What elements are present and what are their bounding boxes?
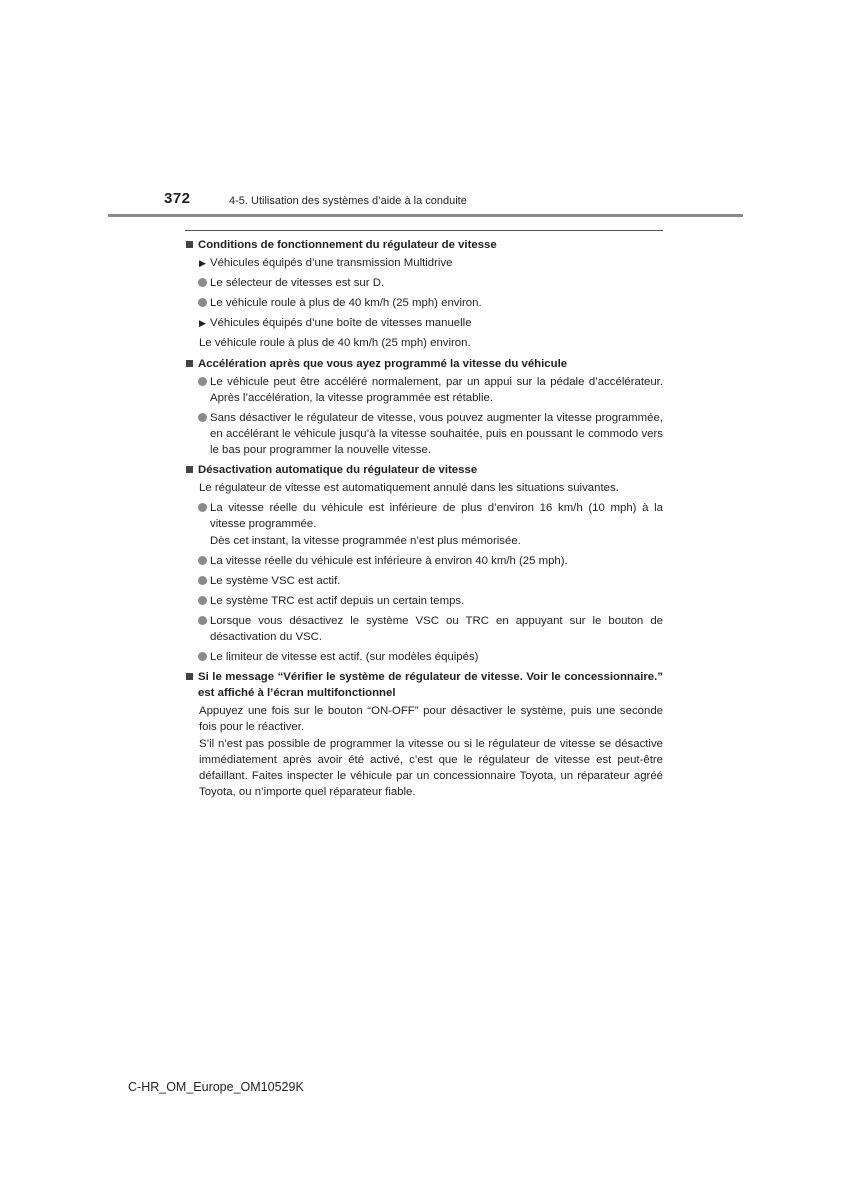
bullet-text: La vitesse réelle du véhicule est inférieure à environ 40 km/h (25 mph).: [210, 554, 568, 567]
bullet-item: [186, 374, 663, 406]
sub-heading-text: Véhicules équipés d’une transmission Multidrive: [210, 257, 453, 270]
circle-bullet-icon: [198, 596, 207, 605]
content-top-rule: [185, 230, 663, 231]
bullet-continuation-text: Dès cet instant, la vitesse programmée n’est plus mémorisée.: [210, 534, 521, 547]
section-heading-text: Si le message “Vérifier le système de régulateur de vitesse. Voir le concessionnaire.” est affiché à l’écran multifonctionnel: [198, 671, 663, 700]
section-heading-text: Accélération après que vous ayez programmé la vitesse du véhicule: [198, 357, 568, 370]
circle-bullet-icon: [198, 298, 207, 307]
circle-bullet-icon: [198, 556, 207, 565]
paragraph: Appuyez une fois sur le bouton “ON-OFF” pour désactiver le système, puis une seconde fois pour le réactiver.: [199, 705, 663, 734]
bullet-item: [186, 410, 663, 458]
bullet-item: [186, 593, 663, 609]
page-number: 372: [164, 190, 191, 207]
bullet-text: Le limiteur de vitesse est actif. (sur modèles équipés): [210, 651, 479, 664]
bullet-text: Le sélecteur de vitesses est sur D.: [210, 277, 385, 290]
footer-document-code: C-HR_OM_Europe_OM10529K: [128, 1080, 304, 1094]
bullet-text: Lorsque vous désactivez le système VSC ou TRC en appuyant sur le bouton de désactivation du VSC.: [210, 614, 663, 643]
circle-bullet-icon: [198, 413, 207, 422]
bullet-item: [186, 275, 663, 291]
circle-bullet-icon: [198, 616, 207, 625]
bullet-item: [186, 649, 663, 665]
bullet-text: Le véhicule peut être accéléré normalement, par un appui sur la pédale d’accélérateur. Après l’accélération, la vitesse programmée est rétablie.: [210, 375, 663, 404]
section-operating-conditions: [186, 237, 663, 352]
section-acceleration: [186, 356, 663, 459]
content: [186, 237, 663, 804]
square-bullet-icon: [186, 673, 193, 680]
circle-bullet-icon: [198, 503, 207, 512]
section-heading-text: Conditions de fonctionnement du régulateur de vitesse: [198, 239, 497, 251]
paragraph: Le régulateur de vitesse est automatiquement annulé dans les situations suivantes.: [199, 482, 619, 495]
square-bullet-icon: [186, 360, 193, 367]
sub-heading: [186, 315, 663, 331]
bullet-text: Sans désactiver le régulateur de vitesse, vous pouvez augmenter la vitesse programmée, en accélérant le véhicule jusqu’à la vitesse souhaitée, puis en poussant le commodo vers le bas pour programmer la nouvelle vitesse.: [210, 411, 663, 457]
circle-bullet-icon: [198, 377, 207, 386]
bullet-text: Le véhicule roule à plus de 40 km/h (25 mph) environ.: [210, 297, 482, 310]
section-heading: [186, 237, 663, 253]
paragraph: S’il n’est pas possible de programmer la vitesse ou si le régulateur de vitesse se désactive immédiatement après avoir été activé, c’est que le régulateur de vitesse est peut-être défaillant. Faites inspecter le véhicule par un concessionnaire Toyota, un réparateur agréé Toyota, ou n’importe quel réparateur fiable.: [199, 737, 663, 798]
section-automatic-cancel: [186, 462, 663, 665]
bullet-item: [186, 295, 663, 311]
bullet-item: [186, 613, 663, 645]
bullet-item: [186, 500, 663, 548]
section-title: 4-5. Utilisation des systèmes d’aide à la conduite: [229, 195, 467, 207]
header-rule: [108, 214, 743, 217]
bullet-item: [186, 573, 663, 589]
bullet-text: Le système VSC est actif.: [210, 574, 341, 587]
section-heading: [186, 669, 663, 701]
sub-heading-text: Véhicules équipés d’une boîte de vitesses manuelle: [210, 317, 472, 330]
circle-bullet-icon: [198, 576, 207, 585]
square-bullet-icon: [186, 241, 193, 248]
square-bullet-icon: [186, 466, 193, 473]
sub-heading: [186, 255, 663, 271]
paragraph: Le véhicule roule à plus de 40 km/h (25 mph) environ.: [199, 337, 471, 350]
section-warning-message: [186, 669, 663, 800]
section-heading: [186, 462, 663, 478]
triangle-bullet-icon: ▶: [199, 318, 206, 329]
bullet-text: Le système TRC est actif depuis un certain temps.: [210, 594, 465, 607]
circle-bullet-icon: [198, 278, 207, 287]
bullet-item: [186, 553, 663, 569]
triangle-bullet-icon: ▶: [199, 258, 206, 269]
section-heading: [186, 356, 663, 372]
section-heading-text: Désactivation automatique du régulateur de vitesse: [198, 464, 478, 477]
bullet-text: La vitesse réelle du véhicule est inférieure de plus d’environ 16 km/h (10 mph) à la vitesse programmée.: [210, 502, 663, 531]
circle-bullet-icon: [198, 652, 207, 661]
